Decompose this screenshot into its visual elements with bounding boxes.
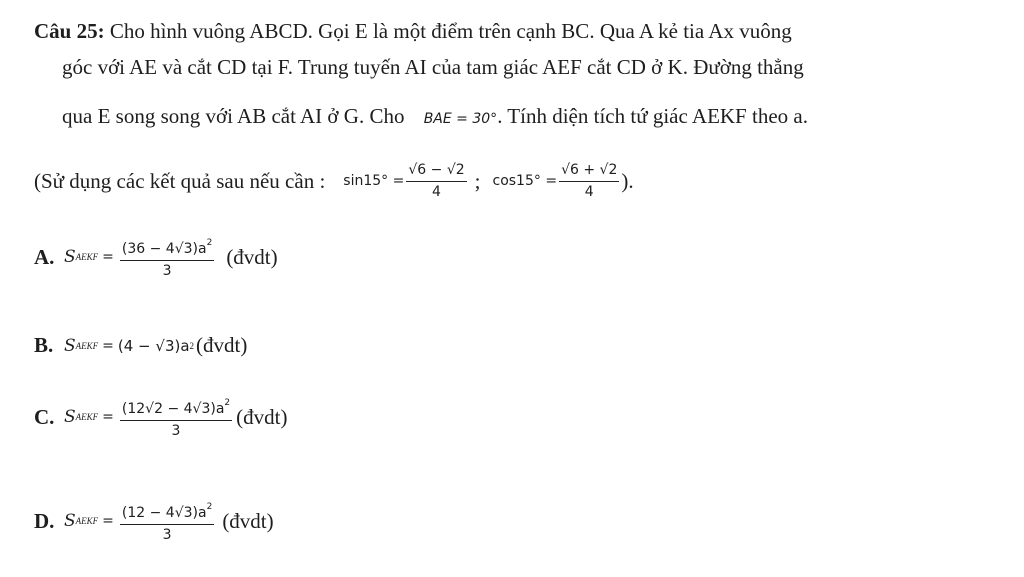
option-a-unit: (đvdt) — [226, 244, 278, 269]
question-line-4 — [34, 160, 634, 202]
area-subscript: AEKF — [75, 516, 99, 526]
cos-fraction — [559, 160, 619, 202]
area-subscript: AEKF — [75, 412, 99, 422]
option-a-fraction — [120, 233, 214, 281]
option-a[interactable] — [34, 233, 278, 281]
sin-numerator: √6 − √2 — [406, 160, 466, 182]
option-c-label: C. — [34, 404, 55, 429]
hint-text: (Sử dụng các kết quả sau nếu cần : — [34, 169, 326, 193]
area-subscript: AEKF — [75, 340, 99, 351]
option-d[interactable] — [34, 497, 274, 545]
question-line-2 — [62, 54, 804, 80]
option-d-numerator-text: (12 − 4√3)a — [121, 505, 207, 521]
equals-sign: = — [102, 409, 114, 425]
option-b-expression: (4 − √3)a — [117, 336, 190, 355]
option-d-fraction — [120, 497, 214, 545]
option-c-numerator-text: (12√2 − 4√3)a — [121, 401, 225, 417]
question-line-1 — [34, 18, 792, 44]
option-b-label: B. — [34, 333, 54, 357]
option-a-numerator-text: (36 − 4√3)a — [121, 241, 207, 257]
option-a-numerator — [120, 233, 214, 261]
option-d-unit: (đvdt) — [222, 508, 274, 533]
area-symbol: S — [64, 407, 76, 427]
option-d-exponent: 2 — [206, 502, 213, 512]
option-d-numerator — [120, 497, 214, 525]
hint-end: ). — [621, 169, 634, 193]
question-text-3a: qua E song song với AB cắt AI ở G. Cho — [62, 104, 405, 128]
option-c-numerator — [120, 393, 232, 421]
cos-numerator: √6 + √2 — [559, 160, 619, 182]
separator: ; — [474, 169, 481, 193]
option-c-exponent: 2 — [224, 398, 231, 408]
option-d-label: D. — [34, 508, 55, 533]
option-a-exponent: 2 — [206, 238, 213, 248]
option-b[interactable] — [34, 333, 247, 358]
option-a-denominator: 3 — [162, 263, 172, 279]
question-text-1: Cho hình vuông ABCD. Gọi E là một điểm trên cạnh BC. Qua A kẻ tia Ax vuông — [109, 19, 792, 43]
question-text-3b: . Tính diện tích tứ giác AEKF theo a. — [497, 104, 808, 128]
option-a-label: A. — [34, 244, 55, 269]
sin-denominator: 4 — [432, 184, 441, 200]
option-b-unit: (đvdt) — [196, 333, 248, 357]
area-symbol: S — [64, 247, 76, 267]
sin-lhs: sin15° = — [343, 173, 405, 189]
area-symbol: S — [64, 511, 76, 531]
option-c-denominator: 3 — [171, 423, 181, 439]
equals-sign: = — [102, 513, 114, 529]
option-c-unit: (đvdt) — [236, 404, 288, 429]
option-d-denominator: 3 — [162, 527, 172, 543]
area-symbol: S — [64, 335, 76, 356]
equals-sign: = — [102, 249, 114, 265]
question-text-2: góc với AE và cắt CD tại F. Trung tuyến AI của tam giác AEF cắt CD ở K. Đường thẳng — [62, 55, 804, 79]
cos-lhs: cos15° = — [492, 173, 558, 189]
equals-sign: = — [102, 337, 114, 354]
option-c[interactable] — [34, 393, 287, 441]
question-line-3 — [62, 103, 808, 132]
question-label: Câu 25: — [34, 19, 105, 43]
area-subscript: AEKF — [75, 252, 99, 262]
sin-fraction — [406, 160, 466, 202]
angle-expression: BAE = 30° — [423, 111, 498, 127]
option-c-fraction — [120, 393, 232, 441]
option-b-exponent: 2 — [189, 340, 195, 351]
cos-denominator: 4 — [584, 184, 594, 200]
